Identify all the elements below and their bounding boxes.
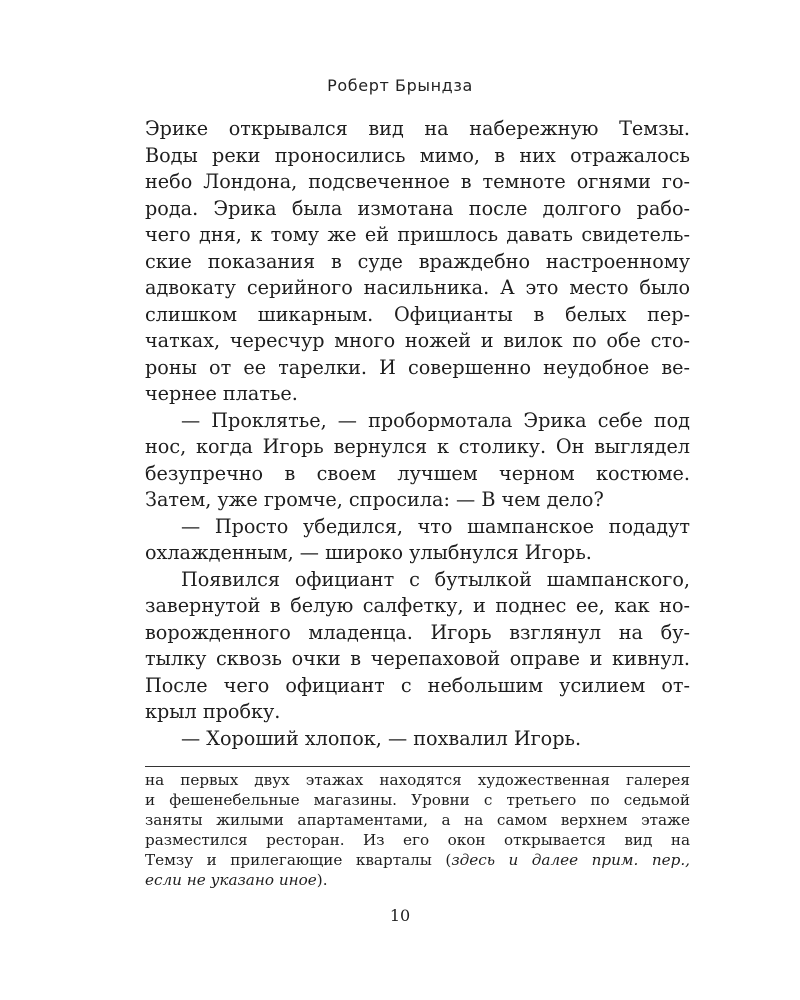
text-line: небо Лондона, подсвеченное в темноте огнями го- [145, 170, 690, 193]
text-line: — Хороший хлопок, — похвалил Игорь. [181, 726, 582, 750]
text-line: Воды реки проносились мимо, в них отражалось [145, 143, 690, 167]
page-number: 10 [389, 906, 411, 925]
text-line: роны от ее тарелки. И совершенно неудобное ве- [145, 355, 690, 379]
text-line: охлажденным, — широко улыбнулся Игорь. [145, 541, 592, 564]
footnote-divider [145, 766, 690, 767]
footnote-text: ). [316, 871, 328, 889]
footnote [145, 770, 690, 890]
text-line: чатках, чересчур много ножей и вилок по обе сто- [145, 329, 690, 352]
text-line: ворожденного младенца. Игорь взглянул на бу- [145, 620, 690, 644]
text-line: После чего официант с небольшим усилием от- [145, 673, 690, 697]
footnote-line: на первых двух этажах находятся художественная галерея [145, 771, 690, 789]
footnote-italic-text: здесь и далее прим. пер., [451, 851, 690, 869]
text-line: — Просто убедился, что шампанское подадут [181, 514, 690, 538]
footnote-line [145, 870, 690, 890]
text-line: слишком шикарным. Официанты в белых пер- [145, 302, 690, 326]
text-line: ские показания в суде враждебно настроенному [145, 249, 690, 273]
text-line: завернутой в белую салфетку, и поднес ее, как но- [145, 594, 690, 617]
text-line: безупречно в своем лучшем черном костюме. [145, 461, 690, 485]
footnote-text: Темзу и прилегающие кварталы ( [145, 851, 452, 869]
text-line: Затем, уже громче, спросила: — В чем дело? [145, 488, 604, 511]
text-line: тылку сквозь очки в черепаховой оправе и кивнул. [145, 647, 690, 670]
text-line: нос, когда Игорь вернулся к столику. Он выглядел [145, 435, 690, 458]
text-line: адвокату серийного насильника. А это место было [145, 276, 690, 299]
footnote-line: разместился ресторан. Из его окон открывается вид на [145, 831, 690, 849]
text-line: Эрике открывался вид на набережную Темзы. [145, 117, 690, 140]
footnote-line [145, 850, 690, 870]
footnote-italic-text: если не указано иное [145, 871, 317, 889]
text-line: рода. Эрика была измотана после долгого рабо- [145, 196, 690, 220]
running-head: Роберт Брындза [327, 76, 473, 95]
text-line: чего дня, к тому же ей пришлось давать свидетель- [145, 223, 690, 246]
text-line: Появился официант с бутылкой шампанского, [181, 567, 690, 591]
text-line: крыл пробку. [145, 700, 281, 723]
footnote-line: и фешенебельные магазины. Уровни с третьего по седьмой [145, 791, 690, 809]
text-line: — Проклятье, — пробормотала Эрика себе под [181, 408, 690, 432]
text-line: чернее платье. [145, 382, 298, 405]
main-text [145, 116, 690, 752]
footnote-line: заняты жилыми апартаментами, а на самом верхнем этаже [145, 811, 690, 829]
